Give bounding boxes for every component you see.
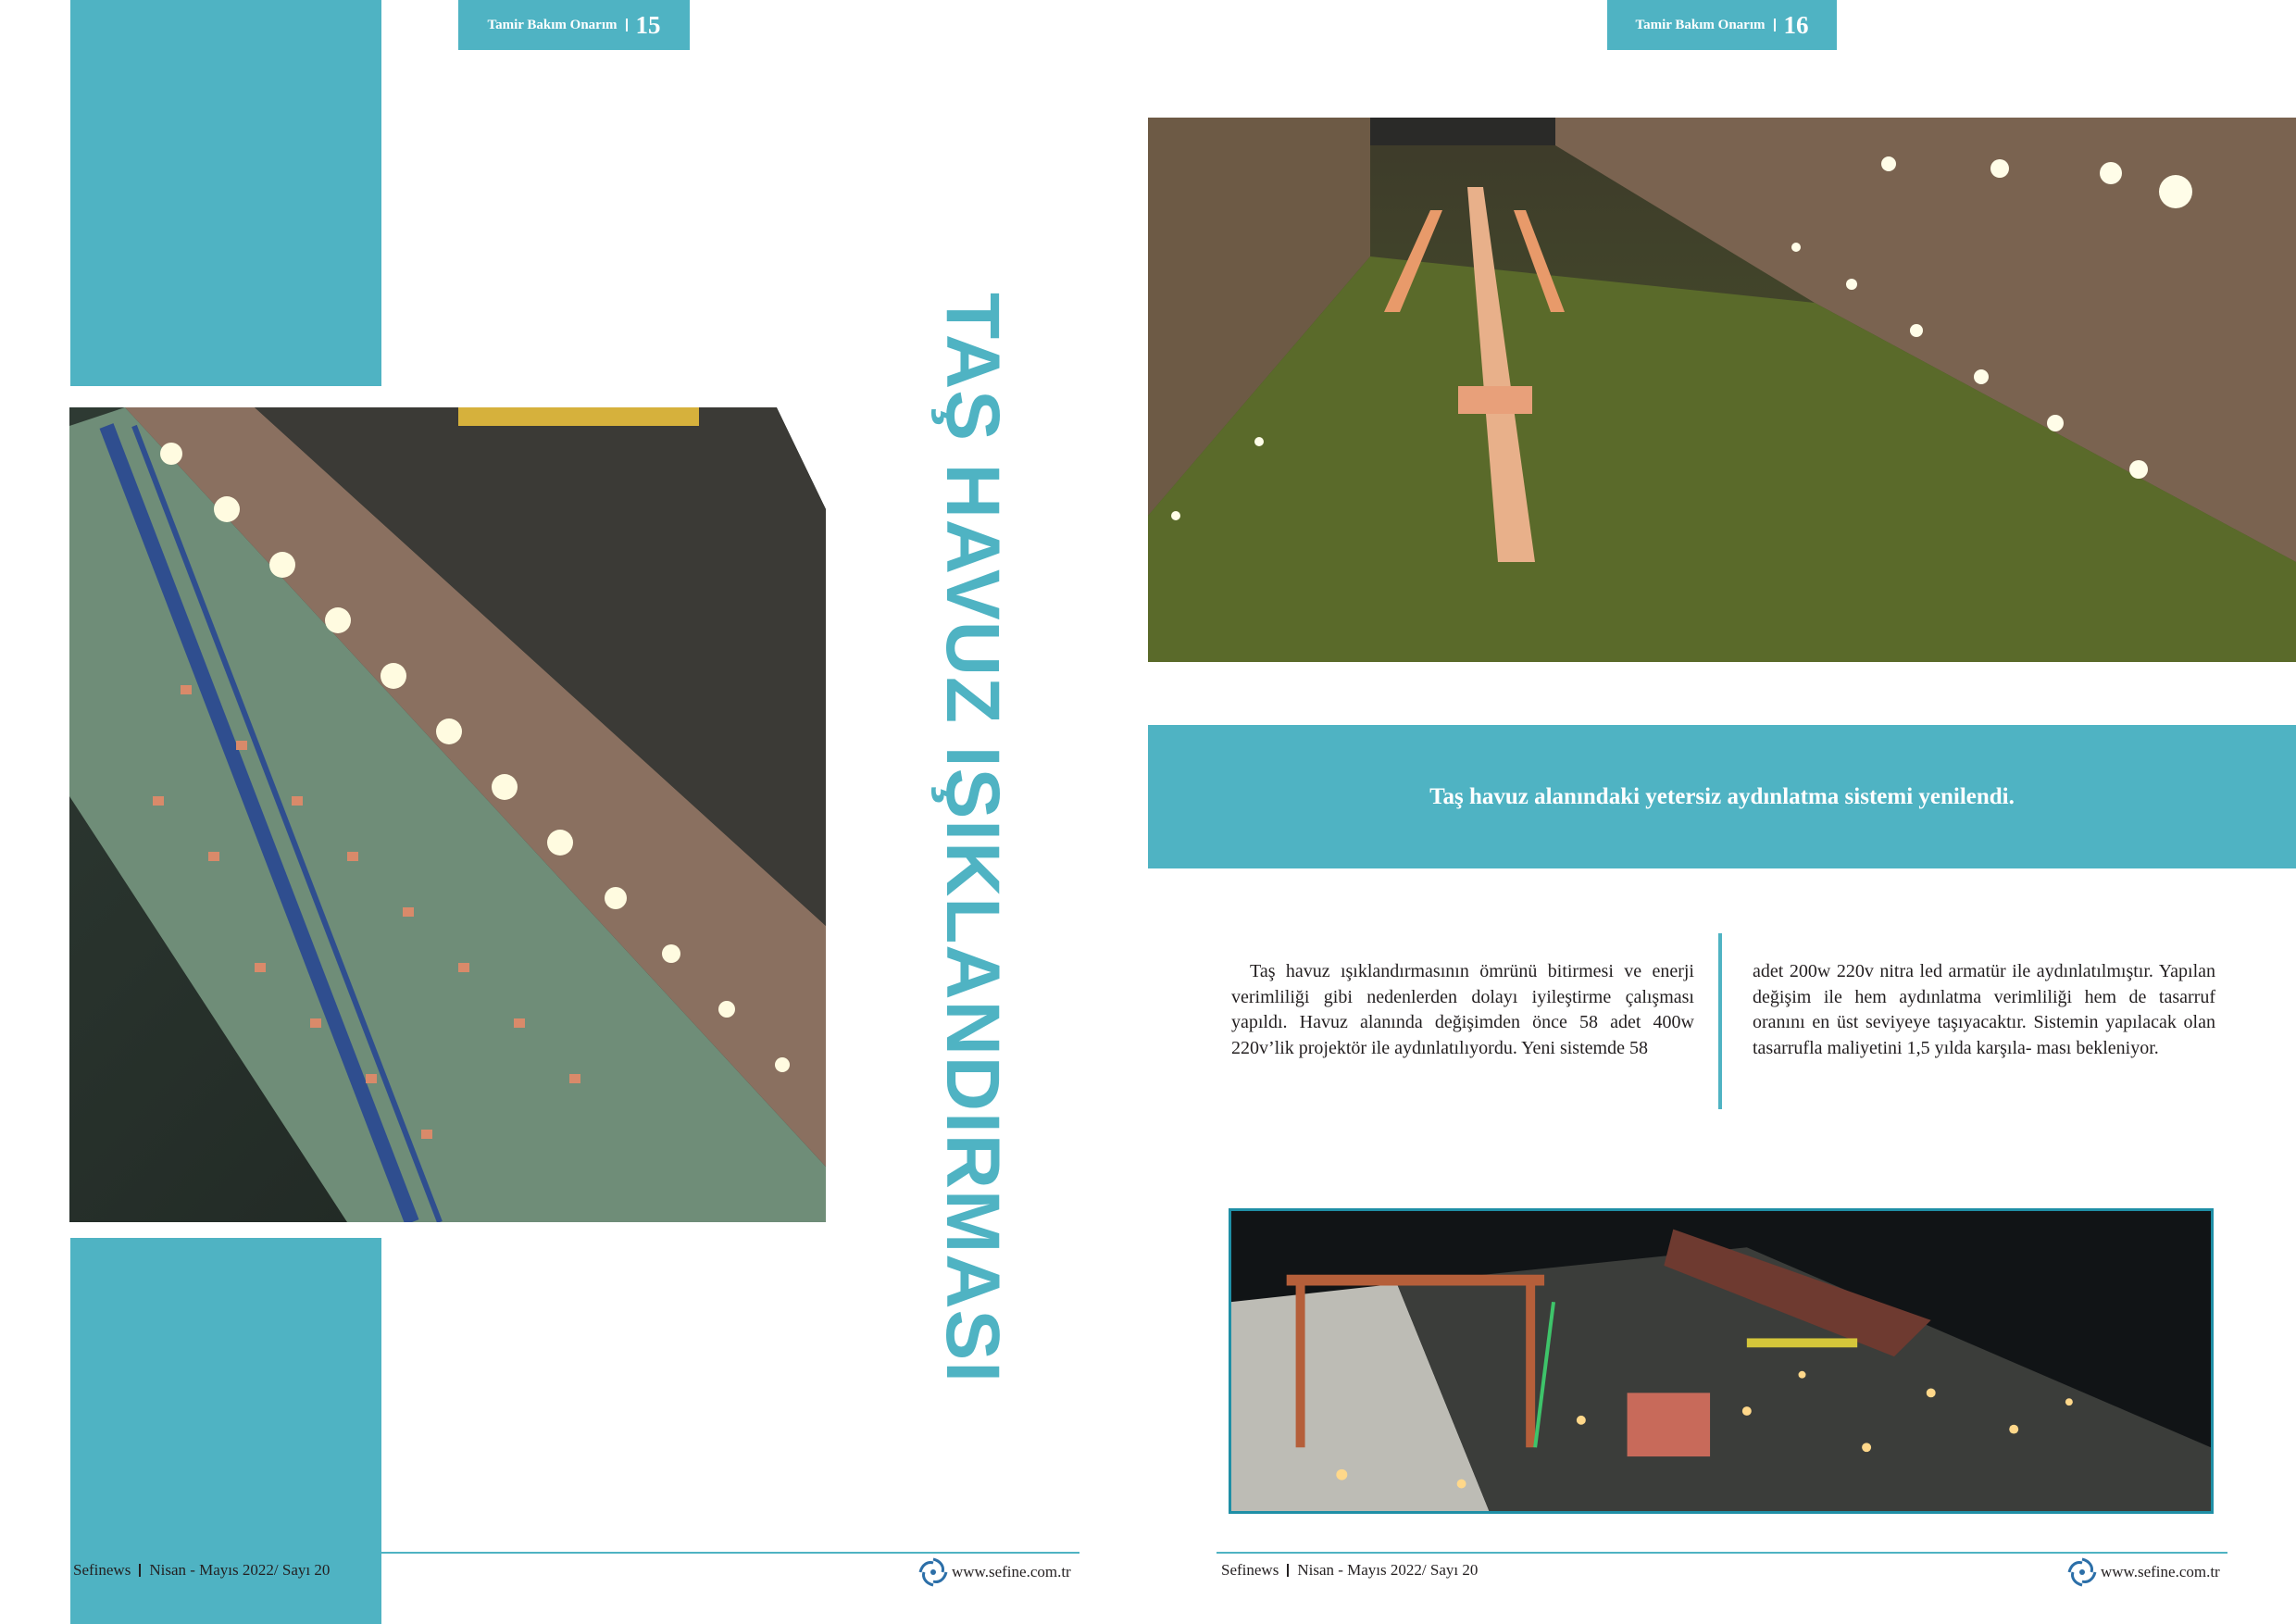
headline-text: Taş havuz alanındaki yetersiz aydınlatma sistemi yenilendi. [1429,783,2015,809]
shipyard-night-panorama [1229,1208,2214,1514]
divider [1287,1564,1289,1577]
section-label: Tamir Bakım Onarım [1635,17,1766,32]
footer-rule [72,1552,1079,1554]
divider [1774,19,1776,31]
divider [626,19,628,31]
issue-info: Nisan - Mayıs 2022/ Sayı 20 [149,1561,331,1579]
page-number: 16 [1783,10,1809,39]
website-link[interactable]: www.sefine.com.tr [952,1563,1071,1580]
headline-banner [1148,725,2296,868]
sefine-logo-icon [2065,1555,2099,1589]
drydock-aerial-photo [69,407,826,1222]
divider [139,1564,141,1577]
sefine-logo-icon [917,1555,950,1589]
section-tab-right [1607,0,1837,50]
footer-issue-right [1221,1561,1478,1580]
issue-info: Nisan - Mayıs 2022/ Sayı 20 [1297,1561,1479,1579]
column-divider [1718,933,1722,1109]
magazine-name: Sefinews [73,1561,131,1579]
drydock-night-photo [1148,118,2296,662]
article-title: TAŞ HAVUZ IŞIKLANDIRMASI [930,292,1015,1384]
footer-issue-left [73,1561,330,1580]
page-number: 15 [635,10,661,39]
vertical-title-container [880,292,1065,1384]
section-label: Tamir Bakım Onarım [487,17,618,32]
body-column-1: Taş havuz ışıklandırmasının ömrünü bitirmesi ve enerji verimliliği gibi nedenlerden dolayı iyileştirme çalışması yapıldı. Havuz alanında değişimden önce 58 adet 400w 220v’lik projektör ile aydınlatılıyordu. Yeni sistemde 58 [1231,961,1694,1058]
section-tab-left [458,0,690,50]
body-column-2: adet 200w 220v nitra led armatür ile aydınlatılmıştır. Yapılan değişim ile hem aydınlatma verimliliği hem de tasarruf oranını en üst seviyeye taşıyacaktır. Sistemin yapılacak olan tasarrufla maliyetini 1,5 yılda karşıla- ması bekleniyor. [1753,961,2215,1058]
footer-website-left[interactable] [917,1555,1071,1589]
footer-rule [1217,1552,2227,1554]
decorative-block-top [70,0,381,386]
magazine-name: Sefinews [1221,1561,1279,1579]
footer-website-right[interactable] [2065,1555,2220,1589]
website-link[interactable]: www.sefine.com.tr [2101,1563,2220,1580]
